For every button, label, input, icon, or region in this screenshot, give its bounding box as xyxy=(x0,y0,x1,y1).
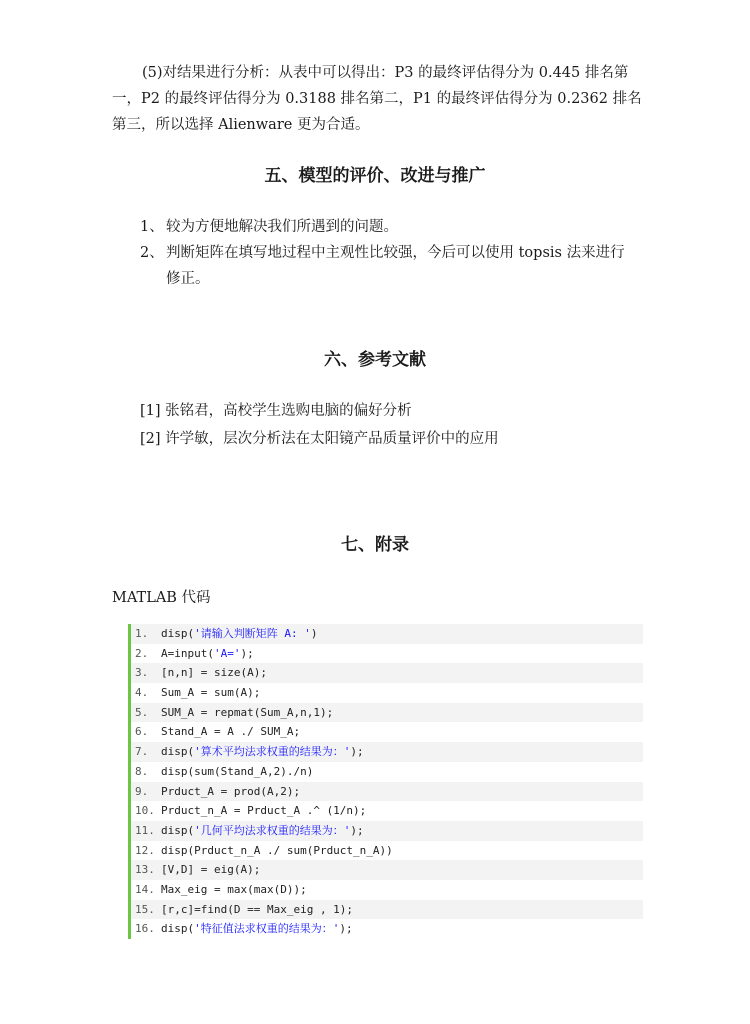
code-line xyxy=(131,841,643,861)
code-text xyxy=(161,919,353,939)
code-token: disp(sum(Stand_A,2)./n) xyxy=(161,764,314,778)
line-number: 6. xyxy=(135,725,149,739)
code-text xyxy=(161,782,300,802)
line-number: 4. xyxy=(135,686,149,700)
reference-list xyxy=(140,397,640,453)
code-line xyxy=(131,919,643,939)
analysis-paragraph xyxy=(112,60,642,138)
code-token: disp( xyxy=(161,745,195,759)
code-line xyxy=(131,900,643,920)
code-string: '请输入判断矩阵 A: ' xyxy=(194,627,311,640)
code-line xyxy=(131,880,643,900)
section-6-heading: 六、参考文献 xyxy=(324,350,426,370)
line-number: 9. xyxy=(135,784,149,798)
code-token: SUM_A = repmat(Sum_A,n,1); xyxy=(161,705,334,719)
code-token: disp( xyxy=(161,922,195,936)
code-text xyxy=(161,841,393,861)
code-line xyxy=(131,860,643,880)
code-block xyxy=(128,624,643,939)
code-token: disp(Prduct_n_A ./ sum(Prduct_n_A)) xyxy=(161,843,393,857)
code-string: 'A=' xyxy=(213,646,241,660)
code-text xyxy=(161,703,333,723)
line-number: 7. xyxy=(135,745,149,759)
code-token: ); xyxy=(339,922,353,936)
code-text xyxy=(161,762,313,782)
list-item-text: 较为方便地解决我们所遇到的问题。 xyxy=(166,219,398,235)
code-token: Stand_A = A ./ SUM_A; xyxy=(161,725,301,739)
code-token: Max_eig = max(max(D)); xyxy=(161,882,307,896)
analysis-line-1: (5)对结果进行分析：从表中可以得出：P3 的最终评估得分为 0.445 排名第 xyxy=(142,65,629,81)
code-token: [r,c]=find(D == Max_eig , 1); xyxy=(161,902,354,916)
reference-item: [2] 许学敏，层次分析法在太阳镜产品质量评价中的应用 xyxy=(140,431,499,447)
line-number: 8. xyxy=(135,764,149,778)
code-token: A=input( xyxy=(161,646,214,660)
code-text xyxy=(161,821,364,841)
code-token: Prduct_A = prod(A,2); xyxy=(161,784,301,798)
line-number: 1. xyxy=(135,627,149,640)
code-line xyxy=(131,821,643,841)
list-item-text-line-1: 判断矩阵在填写地过程中主观性比较强，今后可以使用 topsis 法来进行 xyxy=(166,245,625,261)
code-token: disp( xyxy=(161,823,195,837)
code-string: '特征值法求权重的结果为：' xyxy=(194,922,340,936)
line-number: 12. xyxy=(135,843,155,857)
code-token: ); xyxy=(240,646,254,660)
code-token: ); xyxy=(350,823,364,837)
code-text xyxy=(161,860,260,880)
code-token: ) xyxy=(310,627,318,640)
list-item xyxy=(140,214,640,240)
analysis-line-2: 一，P2 的最终评估得分为 0.3188 排名第二，P1 的最终评估得分为 0.2362 排名 xyxy=(112,91,642,107)
code-text xyxy=(161,683,260,703)
line-number: 3. xyxy=(135,666,149,680)
code-token: disp( xyxy=(161,627,195,640)
code-line xyxy=(131,644,643,664)
code-text xyxy=(161,801,366,821)
code-line xyxy=(131,624,643,644)
code-label: MATLAB 代码 xyxy=(112,590,211,606)
code-line xyxy=(131,663,643,683)
line-number: 10. xyxy=(135,804,155,818)
section-7-heading: 七、附录 xyxy=(341,535,409,555)
line-number: 11. xyxy=(135,823,155,837)
code-token: [n,n] = size(A); xyxy=(161,666,267,680)
code-line xyxy=(131,703,643,723)
code-line xyxy=(131,762,643,782)
code-token: [V,D] = eig(A); xyxy=(161,863,261,877)
code-line xyxy=(131,801,643,821)
section-5-heading: 五、模型的评价、改进与推广 xyxy=(264,166,486,186)
code-token: Prduct_n_A = Prduct_A .^ (1/n); xyxy=(161,804,367,818)
reference-item: [1] 张铭君，高校学生选购电脑的偏好分析 xyxy=(140,403,412,419)
list-item xyxy=(140,240,640,292)
code-token: ); xyxy=(350,745,364,759)
code-line xyxy=(131,722,643,742)
code-string: '算术平均法求权重的结果为：' xyxy=(194,745,351,759)
line-number: 5. xyxy=(135,705,149,719)
line-number: 16. xyxy=(135,922,155,936)
list-item-text-line-2: 修正。 xyxy=(166,271,210,287)
code-line xyxy=(131,683,643,703)
line-number: 13. xyxy=(135,863,155,877)
code-string: '几何平均法求权重的结果为：' xyxy=(194,823,351,837)
line-number: 15. xyxy=(135,902,155,916)
code-token: Sum_A = sum(A); xyxy=(161,686,261,700)
list-item-number: 2、 xyxy=(140,245,164,261)
code-line xyxy=(131,742,643,762)
line-number: 2. xyxy=(135,646,149,660)
code-text xyxy=(161,880,307,900)
code-line xyxy=(131,782,643,802)
code-text xyxy=(161,722,300,742)
code-text xyxy=(161,742,364,762)
code-text xyxy=(161,663,267,683)
section-5-list xyxy=(140,214,640,292)
line-number: 14. xyxy=(135,882,155,896)
code-text xyxy=(161,900,353,920)
code-text xyxy=(161,644,254,664)
analysis-line-3: 第三，所以选择 Alienware 更为合适。 xyxy=(112,117,370,133)
code-text xyxy=(161,624,318,644)
list-item-number: 1、 xyxy=(140,219,164,235)
